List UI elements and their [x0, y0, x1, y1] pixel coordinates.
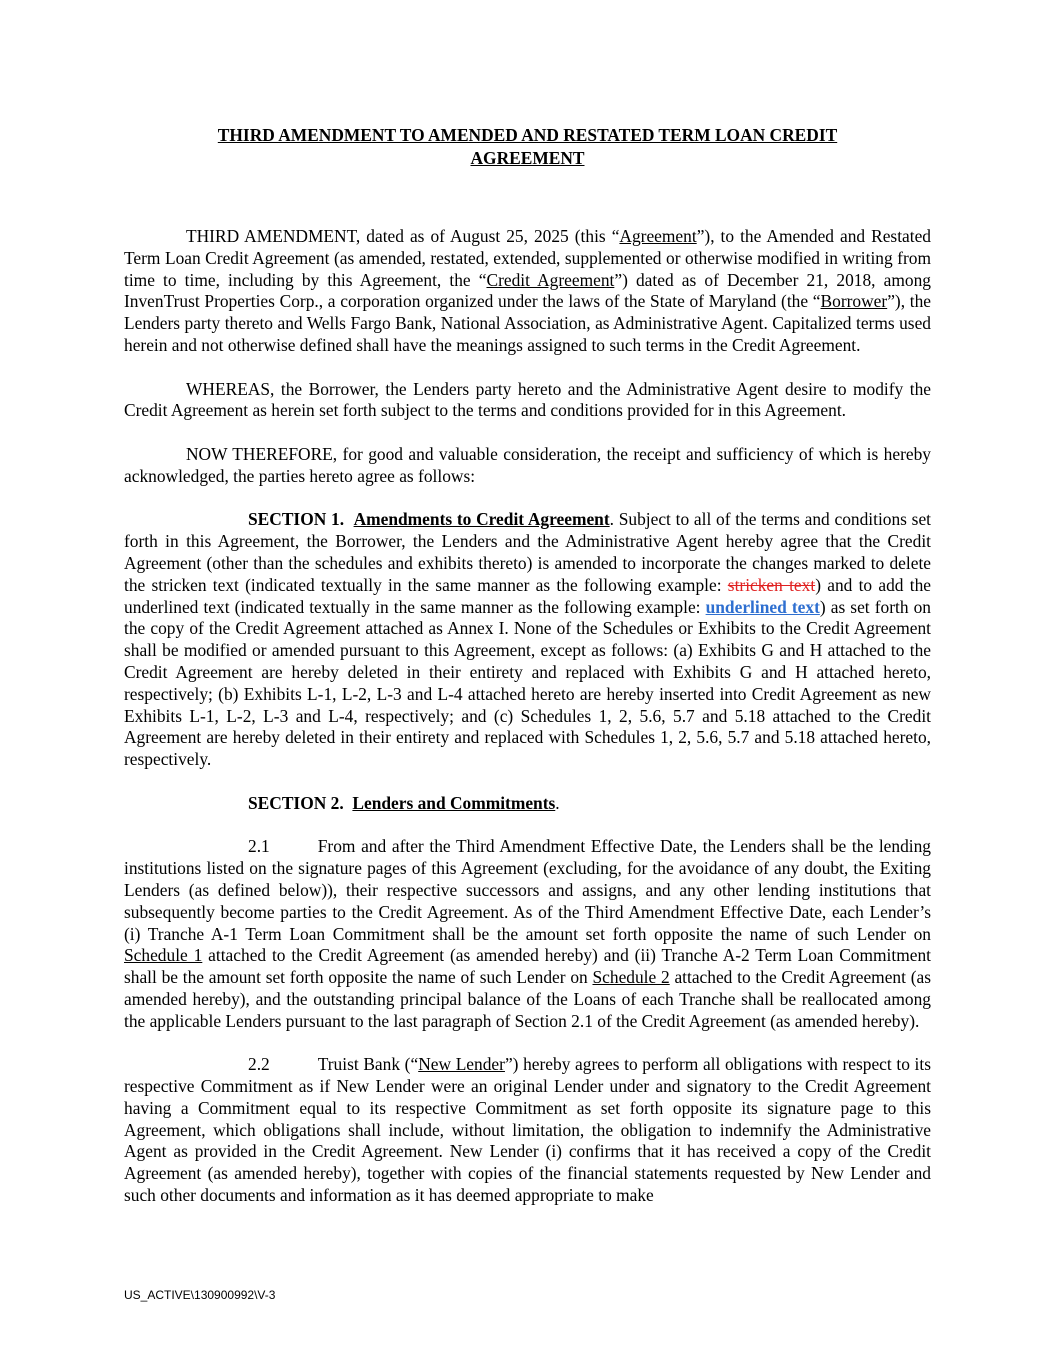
- paragraph-2-2-text-2: ”) hereby agrees to perform all obligations with respect to its respective Commitment as if New Lender were an original Lender under and signatory to the Credit Agreement having a Commitment equal to its respective Commitment as set forth opposite its signature page to this Agreement, which obligations shall include, without limitation, the obligation to indemnify the Administrative Agent as provided in the Credit Agreement. New Lender (i) confirms that it has received a copy of the Credit Agreement (as amended hereby), together with copies of the financial statements requested by New Lender and such other documents and information as it has deemed appropriate to make: [124, 1054, 931, 1206]
- section-1-heading: Amendments to Credit Agreement: [353, 509, 610, 530]
- paragraph-2-2-number: 2.2: [248, 1054, 270, 1075]
- defined-term-agreement: Agreement: [619, 226, 697, 246]
- intro-text-2: ”), to the Amended and Restated Term Loan Credit Agreement (as amended, restated, extended, supplemented or otherwise modified in writing from time to time, including by this Agreement, the “: [124, 226, 932, 290]
- intro-text-1: THIRD AMENDMENT, dated as of August 25, 2025 (this “: [186, 226, 620, 246]
- defined-term-new-lender: New Lender: [418, 1054, 505, 1075]
- schedule-2-reference: Schedule 2: [592, 967, 670, 988]
- now-therefore-paragraph: NOW THEREFORE, for good and valuable consideration, the receipt and sufficiency of which is hereby acknowledged, the parties hereto agree as follows:: [124, 443, 931, 486]
- intro-paragraph: [124, 226, 931, 357]
- document-footer-id: US_ACTIVE\130900992\V-3: [124, 1288, 276, 1302]
- section-2-heading: Lenders and Commitments: [352, 792, 556, 813]
- underlined-text-example: underlined text: [705, 596, 820, 617]
- section-2-heading-line: [124, 793, 931, 815]
- schedule-1-reference: Schedule 1: [124, 945, 203, 966]
- paragraph-2-1-text-1: From and after the Third Amendment Effective Date, the Lenders shall be the lending institutions listed on the signature pages of this Agreement (excluding, for the avoidance of any doubt, the Exiting Lenders (as defined below)), their respective successors and assigns, and any other lending institutions that subsequently become parties to the Credit Agreement. As of the Third Amendment Effective Date, each Lender’s (i) Tranche A-1 Term Loan Commitment shall be the amount set forth opposite the name of such Lender on: [124, 836, 931, 944]
- paragraph-2-1-number: 2.1: [248, 836, 270, 857]
- section-1-number: SECTION 1.: [248, 509, 345, 530]
- section-1-paragraph: [124, 509, 931, 771]
- intro-text-4: ”), the Lenders party thereto and Wells Fargo Bank, National Association, as Administrative Agent. Capitalized terms used herein and not otherwise defined shall have the meanings assigned to such terms in the Credit Agreement.: [124, 291, 931, 355]
- section-1-text-1: . Subject to all of the terms and conditions set forth in this Agreement, the Borrower, the Lenders and the Administrative Agent hereby agree that the Credit Agreement (other than the schedules and exhibits thereto) is amended to incorporate the changes marked to delete the stricken text (indicated textually in the same manner as the following example:: [124, 509, 931, 595]
- defined-term-borrower: Borrower: [820, 291, 888, 312]
- section-2-period: .: [555, 792, 560, 813]
- section-2-number: SECTION 2.: [248, 792, 344, 813]
- intro-text-3: ”) dated as of December 21, 2018, among InvenTrust Properties Corp., a corporation organized under the laws of the State of Maryland (the “: [124, 269, 931, 312]
- paragraph-2-2-text-1: Truist Bank (“: [317, 1054, 419, 1075]
- section-1-text-2: ) and to add the underlined text (indicated textually in the same manner as the following example:: [124, 574, 931, 617]
- paragraph-2-1-text-2: attached to the Credit Agreement (as amended hereby) and (ii) Tranche A-2 Term Loan Commitment shall be the amount set forth opposite the name of such Lender on: [124, 945, 931, 988]
- section-1-text-3: ) as set forth on the copy of the Credit Agreement attached as Annex I. None of the Schedules or Exhibits to the Credit Agreement shall be modified or amended pursuant to this Agreement, except as follows: (a) Exhibits G and H attached to the Credit Agreement are hereby deleted in their entirety and replaced with Exhibits G and H attached hereto, respectively; (b) Exhibits L-1, L-2, L-3 and L-4 attached hereto are hereby inserted into Credit Agreement as new Exhibits L-1, L-2, L-3 and L-4, respectively; and (c) Schedules 1, 2, 5.6, 5.7 and 5.18 attached to the Credit Agreement are hereby deleted in their entirety and replaced with Schedules 1, 2, 5.6, 5.7 and 5.18 attached hereto, respectively.: [124, 596, 931, 770]
- paragraph-2-1: [124, 836, 931, 1032]
- document-page: [124, 124, 931, 1207]
- document-title: THIRD AMENDMENT TO AMENDED AND RESTATED TERM LOAN CREDIT AGREEMENT: [217, 125, 838, 168]
- paragraph-2-2: [124, 1054, 931, 1207]
- stricken-text-example: stricken text: [727, 574, 816, 595]
- paragraph-2-1-text-3: attached to the Credit Agreement (as amended hereby), and the outstanding principal balance of the Loans of each Tranche shall be reallocated among the applicable Lenders pursuant to the last paragraph of Section 2.1 of the Credit Agreement (as amended hereby).: [124, 967, 931, 1031]
- defined-term-credit-agreement: Credit Agreement: [486, 269, 615, 290]
- whereas-paragraph: WHEREAS, the Borrower, the Lenders party hereto and the Administrative Agent desire to modify the Credit Agreement as herein set forth subject to the terms and conditions provided for in this Agreement.: [124, 378, 931, 421]
